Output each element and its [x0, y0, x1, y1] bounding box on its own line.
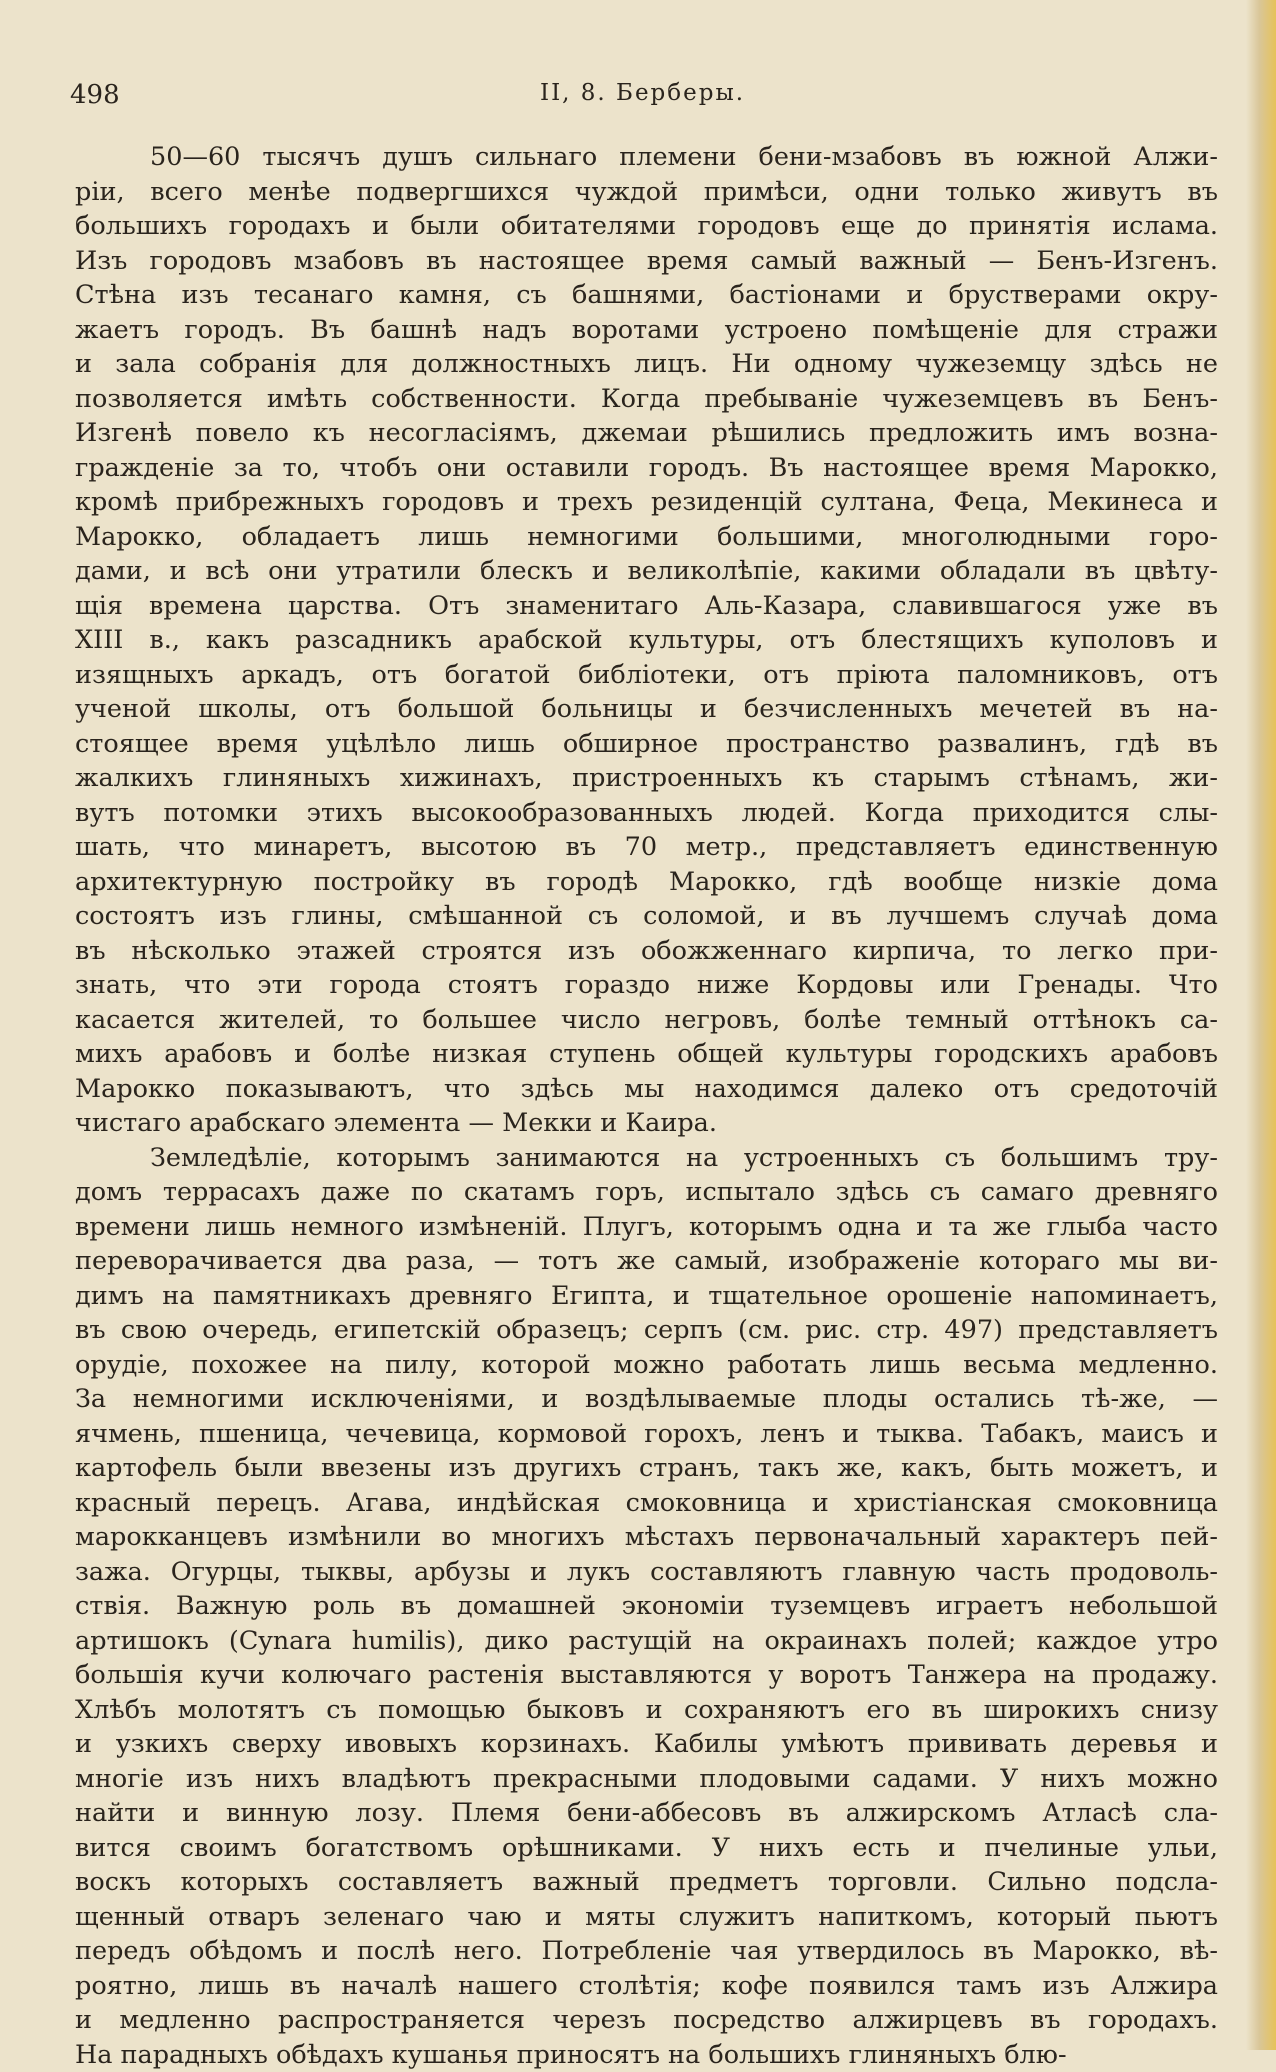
text-line: За немногими исключеніями, и воздѣлываемые плоды остались тѣ-же, — [75, 1382, 1218, 1417]
text-line: касается жителей, то большее число негровъ, болѣе темный оттѣнокъ са- [75, 1003, 1218, 1038]
text-line: Изъ городовъ мзабовъ въ настоящее время самый важный — Бенъ-Изгенъ. [75, 244, 1218, 279]
text-line: ячмень, пшеница, чечевица, кормовой горохъ, ленъ и тыква. Табакъ, маисъ и [75, 1417, 1218, 1452]
text-line: жалкихъ глиняныхъ хижинахъ, пристроенныхъ къ старымъ стѣнамъ, жи- [75, 761, 1218, 796]
text-line: роятно, лишь въ началѣ нашего столѣтія; кофе появился тамъ изъ Алжира [75, 1969, 1218, 2004]
running-title: II, 8. Берберы. [540, 80, 745, 106]
text-line: дами, и всѣ они утратили блескъ и великолѣпіе, какими обладали въ цвѣту- [75, 554, 1218, 589]
text-line: Земледѣліе, которымъ занимаются на устроенныхъ съ большимъ тру- [75, 1141, 1218, 1176]
text-line: кромѣ прибрежныхъ городовъ и трехъ резиденцій султана, Феца, Мекинеса и [75, 485, 1218, 520]
text-line: позволяется имѣть собственности. Когда пребываніе чужеземцевъ въ Бенъ- [75, 382, 1218, 417]
text-line: Изгенѣ повело къ несогласіямъ, джемаи рѣшились предложить имъ возна- [75, 416, 1218, 451]
text-line: большихъ городахъ и были обитателями городовъ еще до принятія ислама. [75, 209, 1218, 244]
text-line: и медленно распространяется черезъ посредство алжирцевъ въ городахъ. [75, 2003, 1218, 2038]
text-line: Марокко показываютъ, что здѣсь мы находимся далеко отъ средоточій [75, 1072, 1218, 1107]
text-line: жаетъ городъ. Въ башнѣ надъ воротами устроено помѣщеніе для стражи [75, 313, 1218, 348]
text-line: и узкихъ сверху ивовыхъ корзинахъ. Кабилы умѣютъ прививать деревья и [75, 1727, 1218, 1762]
text-line: въ нѣсколько этажей строятся изъ обожженнаго кирпича, то легко при- [75, 934, 1218, 969]
text-line: воскъ которыхъ составляетъ важный предметъ торговли. Сильно подсла- [75, 1865, 1218, 1900]
text-line: времени лишь немного измѣненій. Плугъ, которымъ одна и та же глыба часто [75, 1210, 1218, 1245]
text-line: XIII в., какъ разсадникъ арабской культуры, отъ блестящихъ куполовъ и [75, 623, 1218, 658]
text-line: щенный отваръ зеленаго чаю и мяты служитъ напиткомъ, который пьютъ [75, 1900, 1218, 1935]
text-line: домъ террасахъ даже по скатамъ горъ, испытало здѣсь съ самаго древняго [75, 1175, 1218, 1210]
text-line: На парадныхъ обѣдахъ кушанья приносятъ на большихъ глиняныхъ блю- [75, 2038, 1218, 2072]
text-line: Хлѣбъ молотятъ съ помощью быковъ и сохраняютъ его въ широкихъ снизу [75, 1693, 1218, 1728]
text-line: въ свою очередь, египетскій образецъ; серпъ (см. рис. стр. 497) представляетъ [75, 1313, 1218, 1348]
text-line: архитектурную постройку въ городѣ Марокко, гдѣ вообще низкіе дома [75, 865, 1218, 900]
paragraph [75, 140, 1218, 1141]
text-line: щія времена царства. Отъ знаменитаго Аль-Казара, славившагося уже въ [75, 589, 1218, 624]
text-line: многіе изъ нихъ владѣютъ прекрасными плодовыми садами. У нихъ можно [75, 1762, 1218, 1797]
text-line: Марокко, обладаетъ лишь немногими большими, многолюдными горо- [75, 520, 1218, 555]
text-line: ученой школы, отъ большой больницы и безчисленныхъ мечетей въ на- [75, 692, 1218, 727]
text-line: артишокъ (Cynara humilis), дико растущій на окраинахъ полей; каждое утро [75, 1624, 1218, 1659]
text-line: гражденіе за то, чтобъ они оставили городъ. Въ настоящее время Марокко, [75, 451, 1218, 486]
text-line: красный перецъ. Агава, индѣйская смоковница и христіанская смоковница [75, 1486, 1218, 1521]
text-line: орудіе, похожее на пилу, которой можно работать лишь весьма медленно. [75, 1348, 1218, 1383]
text-line: 50—60 тысячъ душъ сильнаго племени бени-мзабовъ въ южной Алжи- [75, 140, 1218, 175]
text-line: димъ на памятникахъ древняго Египта, и тщательное орошеніе напоминаетъ, [75, 1279, 1218, 1314]
body-text [75, 140, 1218, 2072]
text-line: найти и винную лозу. Племя бени-аббесовъ въ алжирскомъ Атласѣ сла- [75, 1796, 1218, 1831]
text-line: марокканцевъ измѣнили во многихъ мѣстахъ первоначальный характеръ пей- [75, 1520, 1218, 1555]
text-line: михъ арабовъ и болѣе низкая ступень общей культуры городскихъ арабовъ [75, 1037, 1218, 1072]
text-line: состоятъ изъ глины, смѣшанной съ соломой, и въ лучшемъ случаѣ дома [75, 899, 1218, 934]
text-line: передъ обѣдомъ и послѣ него. Потребленіе чая утвердилось въ Марокко, вѣ- [75, 1934, 1218, 1969]
text-line: зажа. Огурцы, тыквы, арбузы и лукъ составляютъ главную часть продоволь- [75, 1555, 1218, 1590]
text-line: картофель были ввезены изъ другихъ странъ, такъ же, какъ, быть можетъ, и [75, 1451, 1218, 1486]
page-header [70, 80, 1210, 120]
text-line: изящныхъ аркадъ, отъ богатой библіотеки, отъ пріюта паломниковъ, отъ [75, 658, 1218, 693]
text-line: и зала собранія для должностныхъ лицъ. Ни одному чужеземцу здѣсь не [75, 347, 1218, 382]
text-line: шать, что минаретъ, высотою въ 70 метр., представляетъ единственную [75, 830, 1218, 865]
text-line: стоящее время уцѣлѣло лишь обширное пространство развалинъ, гдѣ въ [75, 727, 1218, 762]
text-line: Стѣна изъ тесанаго камня, съ башнями, бастіонами и брустверами окру- [75, 278, 1218, 313]
text-line: чистаго арабскаго элемента — Мекки и Каира. [75, 1106, 1218, 1141]
text-line: вутъ потомки этихъ высокообразованныхъ людей. Когда приходится слы- [75, 796, 1218, 831]
text-line: вится своимъ богатствомъ орѣшниками. У нихъ есть и пчелиные ульи, [75, 1831, 1218, 1866]
text-line: ріи, всего менѣе подвергшихся чуждой примѣси, одни только живутъ въ [75, 175, 1218, 210]
text-line: переворачивается два раза, — тотъ же самый, изображеніе котораго мы ви- [75, 1244, 1218, 1279]
paragraph [75, 1141, 1218, 2072]
text-line: знать, что эти города стоятъ гораздо ниже Кордовы или Гренады. Что [75, 968, 1218, 1003]
text-line: большія кучи колючаго растенія выставляются у воротъ Танжера на продажу. [75, 1658, 1218, 1693]
page-number: 498 [70, 80, 120, 110]
page-edge [1246, 0, 1276, 2050]
text-line: ствія. Важную роль въ домашней экономіи туземцевъ играетъ небольшой [75, 1589, 1218, 1624]
